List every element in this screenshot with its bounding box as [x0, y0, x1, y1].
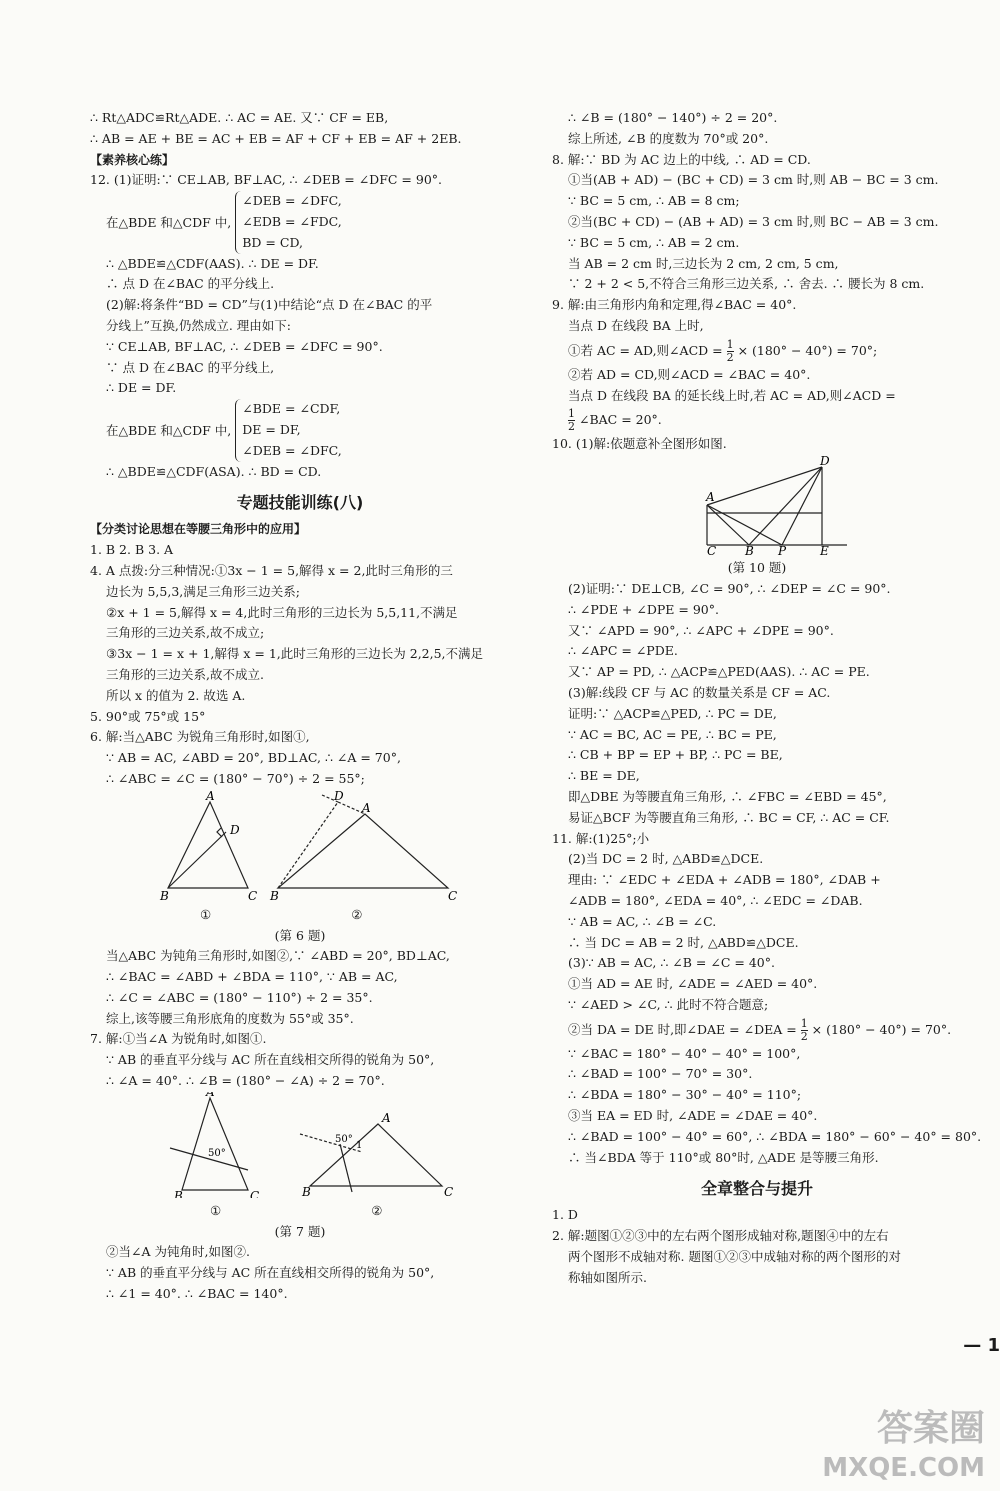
- figure-6-labels: ① ②: [200, 906, 363, 922]
- svg-text:B: B: [160, 888, 169, 902]
- svg-text:B: B: [302, 1184, 311, 1198]
- chapter-q1: 1. D: [552, 1207, 578, 1223]
- text-line: 称轴如图所示.: [568, 1269, 647, 1285]
- text-line: ∴ △BDE≌△CDF(AAS). ∴ DE = DF.: [106, 255, 319, 271]
- text-line: ∵ AB 的垂直平分线与 AC 所在直线相交所得的锐角为 50°,: [106, 1265, 435, 1281]
- text-line: ∴ ∠BAD = 100° − 40° = 60°, ∴ ∠BDA = 180° − 60° − 40° = 80°.: [568, 1128, 982, 1144]
- svg-text:B: B: [174, 1188, 183, 1198]
- svg-text:D: D: [820, 455, 830, 469]
- figure-10: [552, 455, 962, 558]
- brace-line: ∠DEB = ∠DFC,: [242, 193, 342, 209]
- brace-label: 在△BDE 和△CDF 中,: [106, 215, 232, 231]
- svg-text:1: 1: [356, 1139, 363, 1151]
- text-line: ③当 EA = ED 时, ∠ADE = ∠DAE = 40°.: [568, 1108, 818, 1124]
- text-part: ∠BAC = 20°.: [578, 412, 662, 428]
- text-line: ∵ BC = 5 cm, ∴ AB = 8 cm;: [568, 193, 740, 209]
- text-line: 综上所述, ∠B 的度数为 70°或 20°.: [568, 130, 769, 146]
- brace-line: ∠EDB = ∠FDC,: [242, 213, 342, 229]
- text-part: × (180° − 40°) = 70°.: [811, 1021, 952, 1037]
- text-line: ∠ADB = 180°, ∠EDA = 40°, ∴ ∠EDC = ∠DAB.: [568, 892, 863, 908]
- brace-line: ∠DEB = ∠DFC,: [242, 442, 342, 458]
- brace-line: ∠BDE = ∠CDF,: [242, 401, 341, 417]
- fraction: [801, 1018, 808, 1043]
- question-8: 8. 解:∵ BD 为 AC 边上的中线, ∴ AD = CD.: [552, 151, 811, 167]
- text-line: (2)证明:∵ DE⊥CB, ∠C = 90°, ∴ ∠DEP = ∠C = 90°.: [568, 580, 891, 596]
- right-column: [552, 108, 982, 1289]
- text-line: 两个图形不成轴对称. 题图①②③中成轴对称的两个图形的对: [568, 1249, 901, 1265]
- svg-text:A: A: [706, 490, 715, 505]
- text-part: ①若 AC = AD,则∠ACD =: [568, 342, 723, 358]
- text-line: ∴ ∠BDA = 180° − 30° − 40° = 110°;: [568, 1087, 802, 1103]
- text-line: ∴ ∠A = 40°. ∴ ∠B = (180° − ∠A) ÷ 2 = 70°.: [106, 1073, 385, 1089]
- text-line: ∴ CB + BP = EP + BP, ∴ PC = BE,: [568, 747, 783, 763]
- text-line: ∴ ∠PDE + ∠DPE = 90°.: [568, 601, 719, 617]
- text-line: (3)解:线段 CF 与 AC 的数量关系是 CF = AC.: [568, 684, 831, 700]
- text-line: 边长为 5,5,3,满足三角形三边关系;: [106, 583, 300, 599]
- brace-line: DE = DF,: [242, 421, 301, 437]
- svg-text:B: B: [270, 888, 279, 902]
- figure-7-drawing: [90, 1092, 510, 1198]
- text-line: 所以 x 的值为 2. 故选 A.: [106, 687, 246, 703]
- svg-text:D: D: [334, 789, 344, 803]
- answers-1-3: 1. B 2. B 3. A: [90, 542, 174, 558]
- question-4: 4. A 点拨:分三种情况:①3x − 1 = 5,解得 x = 2,此时三角形的三: [90, 562, 453, 578]
- left-column: [90, 108, 510, 1305]
- svg-text:A: A: [206, 1091, 215, 1099]
- text-line: ②x + 1 = 5,解得 x = 4,此时三角形的三边长为 5,5,11,不满足: [106, 604, 458, 620]
- figure-10-drawing: [552, 455, 962, 555]
- text-part: × (180° − 40°) = 70°;: [737, 342, 878, 358]
- svg-text:D: D: [230, 822, 240, 837]
- text-line: ∴ ∠BAC = ∠ABD + ∠BDA = 110°, ∵ AB = AC,: [106, 969, 398, 985]
- text-line: ∵ ∠BAC = 180° − 40° − 40° = 100°,: [568, 1045, 801, 1061]
- text-line: ∴ 当∠BDA 等于 110°或 80°时, △ADE 是等腰三角形.: [568, 1149, 879, 1165]
- text-line: ∴ AB = AE + BE = AC + EB = AF + CF + EB = AF + 2EB.: [90, 130, 462, 146]
- brace-line: BD = CD,: [242, 234, 303, 250]
- text-line: ①当(AB + AD) − (BC + CD) = 3 cm 时,则 AB − BC = 3 cm.: [568, 172, 939, 188]
- text-line: 分线上”互换,仍然成立. 理由如下:: [106, 317, 292, 333]
- question-9: 9. 解:由三角形内角和定理,得∠BAC = 40°.: [552, 297, 797, 313]
- section-label: 【素养核心练】: [90, 152, 175, 167]
- figure-caption: (第 10 题): [727, 560, 787, 576]
- figure-7: [90, 1092, 510, 1201]
- text-line: 三角形的三边关系,故不成立.: [106, 666, 264, 682]
- text-line: ∵ AB = AC, ∠ABD = 20°, BD⊥AC, ∴ ∠A = 70°,: [106, 750, 401, 766]
- text-line: ∵ AB 的垂直平分线与 AC 所在直线相交所得的锐角为 50°,: [106, 1052, 435, 1068]
- brace-lines: [235, 399, 342, 461]
- text-line: ∴ 当 DC = AB = 2 时, △ABD≌△DCE.: [568, 934, 799, 950]
- text-line: 当△ABC 为钝角三角形时,如图②,∵ ∠ABD = 20°, BD⊥AC,: [106, 948, 450, 964]
- text-line: (3)∵ AB = AC, ∴ ∠B = ∠C = 40°.: [568, 955, 775, 971]
- question-11: 11. 解:(1)25°;小: [552, 830, 650, 846]
- text-line: ∵ BC = 5 cm, ∴ AB = 2 cm.: [568, 234, 740, 250]
- question-6: 6. 解:当△ABC 为锐角三角形时,如图①,: [90, 729, 310, 745]
- section-heading: 专题技能训练(八): [236, 493, 364, 513]
- question-5: 5. 90°或 75°或 15°: [90, 708, 206, 724]
- text-line: 理由: ∵ ∠EDC + ∠EDA + ∠ADB = 180°, ∠DAB +: [568, 872, 881, 888]
- numerator: 1: [800, 1016, 808, 1030]
- congruence-system: [90, 191, 510, 253]
- text-line: 当 AB = 2 cm 时,三边长为 2 cm, 2 cm, 5 cm,: [568, 255, 839, 271]
- text-line: (2)解:将条件“BD = CD”与(1)中结论“点 D 在∠BAC 的平: [106, 297, 433, 313]
- svg-text:C: C: [248, 888, 258, 902]
- text-line: 易证△BCF 为等腰直角三角形, ∴ BC = CF, ∴ AC = CF.: [568, 809, 890, 825]
- section-heading: 全章整合与提升: [700, 1179, 813, 1199]
- question-7: 7. 解:①当∠A 为锐角时,如图①.: [90, 1031, 267, 1047]
- text-line: ∴ ∠ABC = ∠C = (180° − 70°) ÷ 2 = 55°;: [106, 770, 365, 786]
- svg-text:C: C: [448, 888, 458, 902]
- text-line: ∴ △BDE≌△CDF(ASA). ∴ BD = CD.: [106, 463, 322, 479]
- text-line: 证明:∵ △ACP≌△PED, ∴ PC = DE,: [568, 705, 777, 721]
- congruence-system: [90, 399, 510, 461]
- denominator: 2: [568, 420, 575, 434]
- svg-text:A: A: [362, 800, 371, 815]
- numerator: 1: [568, 407, 575, 421]
- denominator: 2: [726, 350, 734, 364]
- text-line: ②当∠A 为钝角时,如图②.: [106, 1244, 250, 1260]
- text-line: ∵ AC = BC, AC = PE, ∴ BC = PE,: [568, 726, 777, 742]
- svg-text:A: A: [206, 789, 215, 803]
- text-line: ∴ ∠APC = ∠PDE.: [568, 643, 678, 659]
- text-line: ∴ 点 D 在∠BAC 的平分线上.: [106, 276, 275, 292]
- question-12: 12. (1)证明:∵ CE⊥AB, BF⊥AC, ∴ ∠DEB = ∠DFC = 90°.: [90, 172, 442, 188]
- fraction: [568, 408, 575, 433]
- section-label: 【分类讨论思想在等腰三角形中的应用】: [90, 522, 307, 537]
- text-line: ∴ Rt△ADC≌Rt△ADE. ∴ AC = AE. 又∵ CF = EB,: [90, 110, 389, 125]
- text-line: ∵ ∠AED > ∠C, ∴ 此时不符合题意;: [568, 996, 769, 1012]
- figure-caption: (第 6 题): [274, 927, 326, 943]
- text-line: 又∵ AP = PD, ∴ △ACP≌△PED(AAS). ∴ AC = PE.: [568, 664, 870, 680]
- svg-text:C: C: [444, 1184, 454, 1198]
- svg-text:A: A: [382, 1110, 391, 1125]
- text-line: ∴ ∠B = (180° − 140°) ÷ 2 = 20°.: [568, 110, 778, 125]
- text-line: (2)当 DC = 2 时, △ABD≌△DCE.: [568, 851, 764, 867]
- text-line: ∵ CE⊥AB, BF⊥AC, ∴ ∠DEB = ∠DFC = 90°.: [106, 338, 383, 354]
- text-line: ∴ BE = DE,: [568, 768, 640, 784]
- text-line: ∴ ∠C = ∠ABC = (180° − 110°) ÷ 2 = 35°.: [106, 989, 373, 1005]
- text-line: ②当(BC + CD) − (AB + AD) = 3 cm 时,则 BC − AB = 3 cm.: [568, 213, 939, 229]
- figure-6: [90, 790, 510, 905]
- figure-caption: (第 7 题): [274, 1223, 326, 1239]
- svg-text:C: C: [250, 1188, 260, 1198]
- text-line: ②若 AD = CD,则∠ACD = ∠BAC = 40°.: [568, 366, 811, 382]
- text-line: [552, 337, 962, 365]
- text-line: 当点 D 在线段 BA 的延长线上时,若 AC = AD,则∠ACD =: [568, 387, 896, 403]
- denominator: 2: [800, 1029, 808, 1043]
- figure-6-drawing: [90, 790, 510, 902]
- page-number: — 1: [963, 1335, 1000, 1356]
- svg-text:50°: 50°: [208, 1147, 226, 1159]
- text-line: ∵ AB = AC, ∴ ∠B = ∠C.: [568, 913, 717, 929]
- svg-text:E: E: [820, 544, 829, 556]
- text-line: ∴ ∠1 = 40°. ∴ ∠BAC = 140°.: [106, 1286, 288, 1302]
- text-line: [552, 406, 962, 434]
- svg-text:B: B: [745, 544, 754, 556]
- numerator: 1: [726, 337, 734, 351]
- watermark-logo: 答案圈: [876, 1408, 985, 1449]
- text-line: ③3x − 1 = x + 1,解得 x = 1,此时三角形的三边长为 2,2,5,不满足: [106, 646, 484, 662]
- text-line: ∴ ∠BAD = 100° − 70° = 30°.: [568, 1066, 753, 1082]
- fraction: [727, 339, 734, 364]
- text-part: ②当 DA = DE 时,即∠DAE = ∠DEA =: [568, 1021, 797, 1037]
- text-line: 三角形的三边关系,故不成立;: [106, 625, 265, 641]
- text-line: ∵ 2 + 2 < 5,不符合三角形三边关系, ∴ 舍去. ∴ 腰长为 8 cm.: [568, 276, 925, 292]
- brace-lines: [235, 191, 342, 253]
- text-line: 又∵ ∠APD = 90°, ∴ ∠APC + ∠DPE = 90°.: [568, 622, 834, 638]
- text-line: [552, 1016, 962, 1044]
- text-line: ∵ 点 D 在∠BAC 的平分线上,: [106, 359, 275, 375]
- text-line: 当点 D 在线段 BA 上时,: [568, 317, 704, 333]
- chapter-q2: 2. 解:题图①②③中的左右两个图形成轴对称,题图④中的左右: [552, 1228, 889, 1244]
- brace-label: 在△BDE 和△CDF 中,: [106, 423, 232, 439]
- svg-text:P: P: [778, 544, 787, 556]
- text-line: ∴ DE = DF.: [106, 380, 177, 396]
- text-line: 即△DBE 为等腰直角三角形, ∴ ∠FBC = ∠EBD = 45°,: [568, 788, 887, 804]
- text-line: ①当 AD = AE 时, ∠ADE = ∠AED = 40°.: [568, 976, 818, 992]
- text-line: 综上,该等腰三角形底角的度数为 55°或 35°.: [106, 1010, 354, 1026]
- figure-7-labels: ① ②: [210, 1202, 383, 1218]
- svg-text:50°: 50°: [335, 1133, 353, 1145]
- question-10: 10. (1)解:依题意补全图形如图.: [552, 436, 727, 452]
- svg-text:C: C: [707, 544, 717, 556]
- watermark-url: MXQE.COM: [822, 1453, 985, 1483]
